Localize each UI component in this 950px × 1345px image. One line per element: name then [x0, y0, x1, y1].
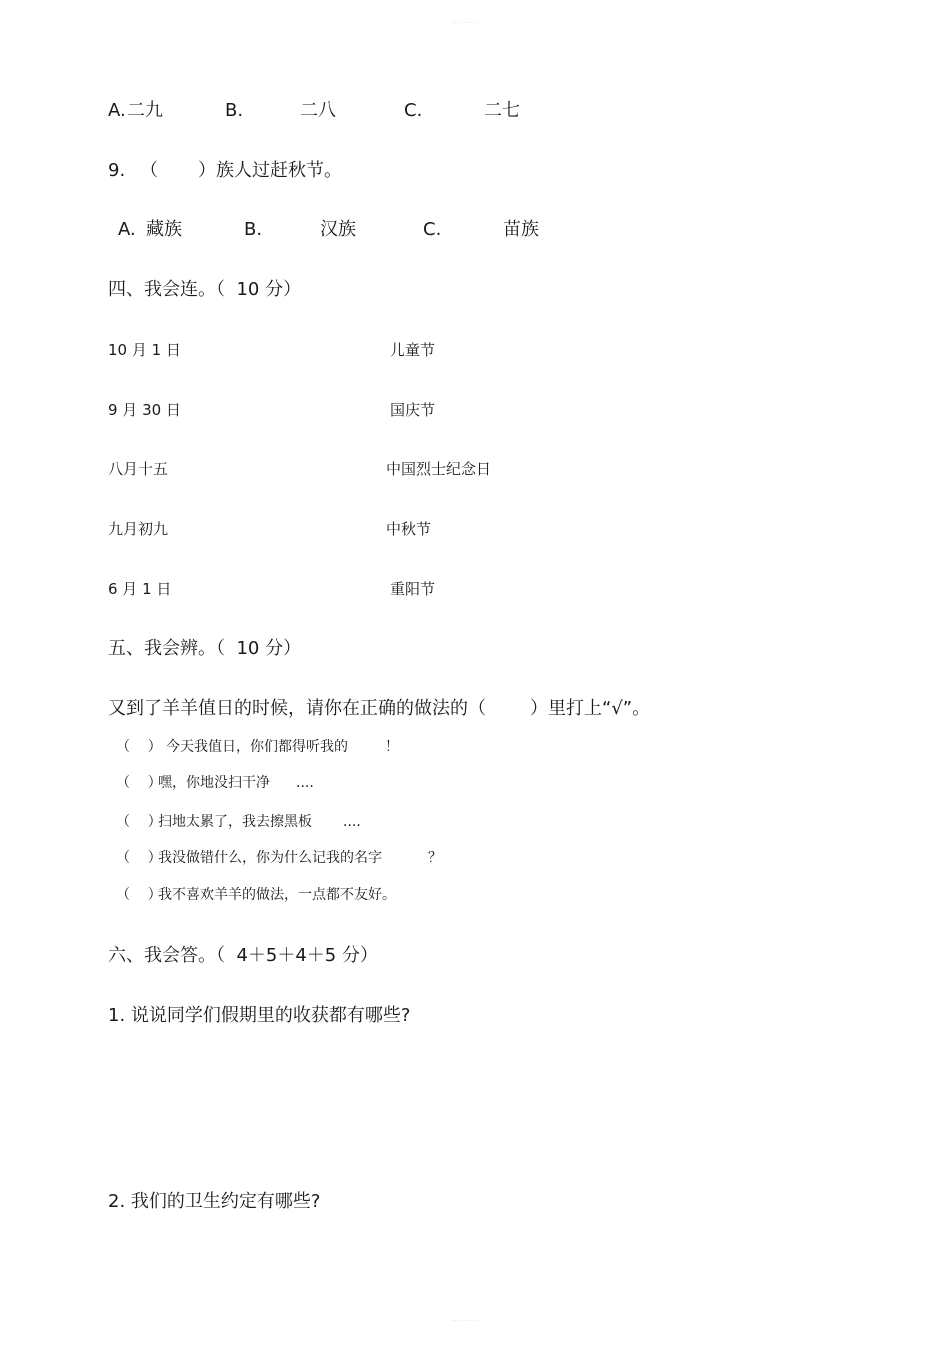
match-right-item: 国庆节 — [390, 401, 436, 419]
statement-text: 今天我值日，你们都得听我的 — [166, 739, 348, 755]
q8-option-b-letter: B. — [225, 100, 244, 121]
match-left-item: 八月十五 — [108, 460, 169, 478]
q9-number: 9. — [108, 160, 126, 181]
footer-mark: ········· — [452, 1318, 479, 1325]
answer-paren[interactable]: （ ） — [116, 850, 162, 866]
q8-option-c-letter: C. — [404, 100, 423, 121]
q8-option-b-text: 二八 — [300, 100, 336, 121]
match-left-item: 6 月 1 日 — [108, 580, 172, 598]
answer-paren[interactable]: （ ） — [116, 814, 162, 830]
match-right-item: 中秋节 — [386, 520, 432, 538]
answer-paren[interactable]: （ ） — [116, 775, 162, 791]
q9-option-b-text: 汉族 — [320, 219, 356, 240]
q9-option-c-text: 苗族 — [503, 219, 539, 240]
q8-option-a-letter: A. — [108, 100, 126, 121]
q8-option-c-text: 二七 — [484, 100, 520, 121]
section-5-title: 五、我会辨。（ 10 分） — [108, 638, 302, 659]
q9-open-paren: （ — [140, 160, 158, 181]
answer-area-2[interactable] — [108, 1222, 828, 1312]
section-5-prompt-end: ）里打上“√”。 — [530, 698, 651, 719]
section-4-title: 四、我会连。（ 10 分） — [108, 279, 302, 300]
statement-tail: .... — [343, 814, 361, 830]
q9-text: ）族人过赶秋节。 — [198, 160, 342, 181]
statement-text: 嘿，你地没扫干净 — [158, 775, 270, 791]
match-right-item: 儿童节 — [390, 341, 436, 359]
q9-option-b-letter: B. — [244, 219, 263, 240]
section-6-question-2: 2. 我们的卫生约定有哪些? — [108, 1191, 321, 1212]
statement-text: 我没做错什么，你为什么记我的名字 — [158, 850, 382, 866]
match-left-item: 10 月 1 日 — [108, 341, 181, 359]
statement-text: 我不喜欢羊羊的做法，一点都不友好。 — [158, 887, 396, 903]
section-6-question-1: 1. 说说同学们假期里的收获都有哪些? — [108, 1005, 411, 1026]
match-right-item: 中国烈士纪念日 — [386, 460, 492, 478]
q9-option-a-letter: A. — [118, 219, 136, 240]
answer-paren[interactable]: （ ） — [116, 887, 162, 903]
header-mark: ········· — [452, 20, 479, 27]
section-5-prompt-start: 又到了羊羊值日的时候，请你在正确的做法的（ — [108, 698, 486, 719]
statement-tail: ！ — [385, 739, 399, 755]
statement-tail: ？ — [428, 850, 442, 866]
match-left-item: 9 月 30 日 — [108, 401, 181, 419]
q9-option-a-text: 藏族 — [146, 219, 182, 240]
statement-text: 扫地太累了，我去擦黑板 — [158, 814, 312, 830]
section-6-title: 六、我会答。（ 4＋5＋4＋5 分） — [108, 945, 378, 966]
match-left-item: 九月初九 — [108, 520, 169, 538]
q9-option-c-letter: C. — [423, 219, 442, 240]
statement-tail: .... — [296, 775, 314, 791]
answer-paren[interactable]: （ ） — [116, 739, 162, 755]
answer-area-1[interactable] — [108, 1035, 828, 1185]
q8-option-a-text: 二九 — [127, 100, 163, 121]
match-right-item: 重阳节 — [390, 580, 436, 598]
